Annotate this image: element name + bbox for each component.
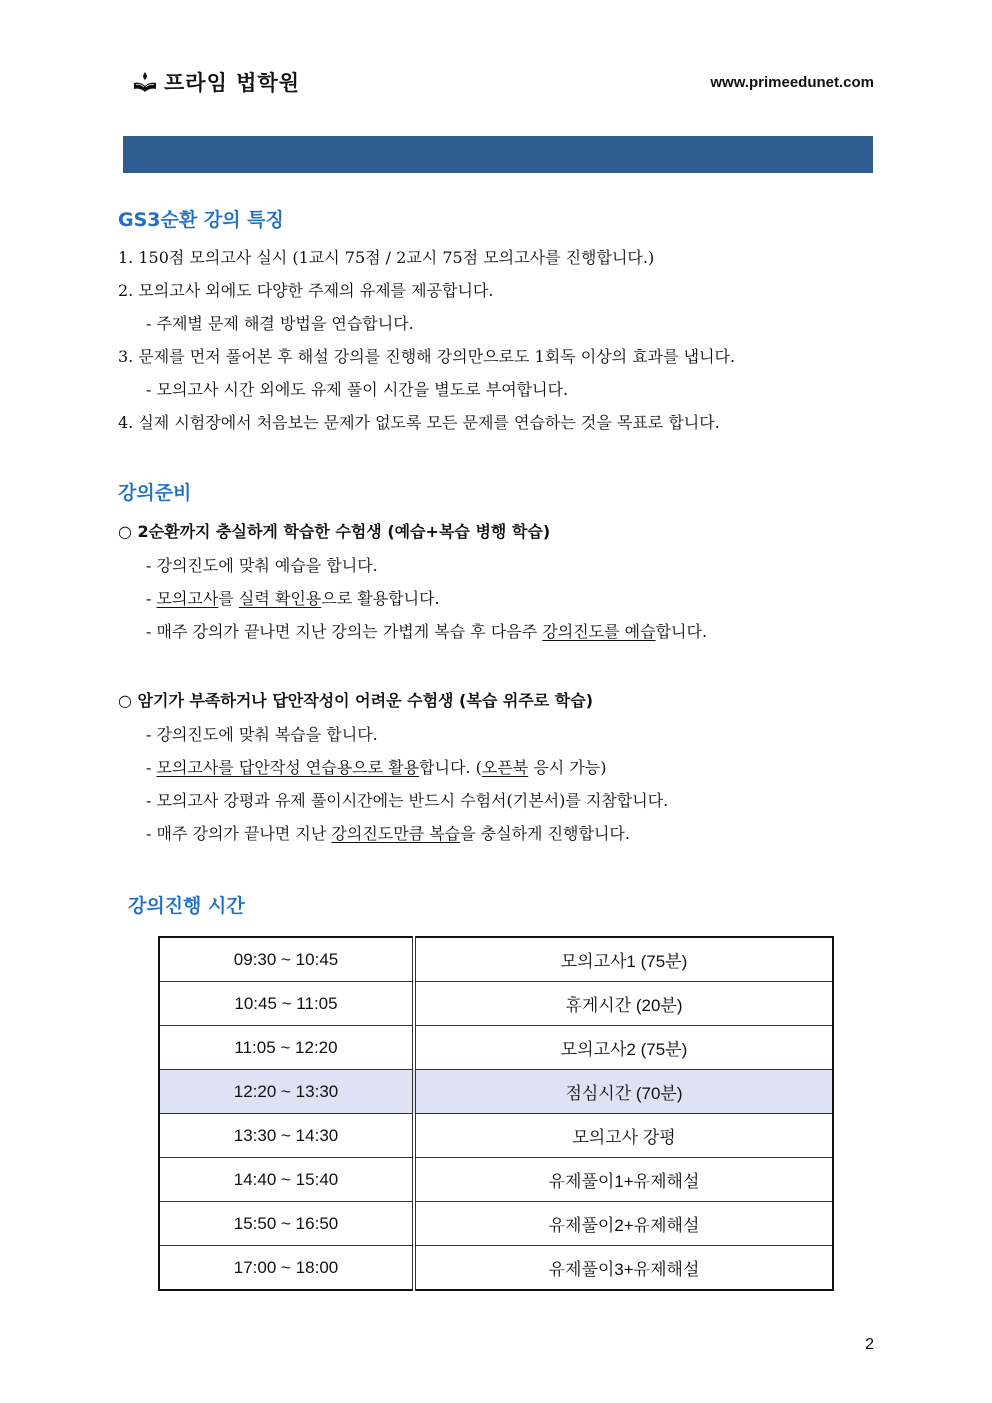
schedule-time: 10:45 ~ 11:05 xyxy=(159,982,414,1026)
table-row xyxy=(159,1246,833,1291)
prep-group1-heading: ○ 2순환까지 충실하게 학습한 수험생 (예습+복습 병행 학습) xyxy=(118,522,551,541)
header-banner xyxy=(123,136,873,173)
prep-group2-line3: - 모의고사 강평과 유제 풀이시간에는 반드시 수험서(기본서)를 지참합니다. xyxy=(146,791,669,810)
schedule-activity: 점심시간 (70분) xyxy=(414,1070,833,1114)
table-row xyxy=(159,982,833,1026)
schedule-activity: 모의고사 강평 xyxy=(414,1114,833,1158)
feature-item-1: 1. 150점 모의고사 실시 (1교시 75점 / 2교시 75점 모의고사를 진행합니다.) xyxy=(118,248,655,267)
feature-item-3-sub: - 모의고사 시간 외에도 유제 풀이 시간을 별도로 부여합니다. xyxy=(146,380,569,399)
table-row xyxy=(159,937,833,982)
prep-group2-line2: - 모의고사를 답안작성 연습용으로 활용합니다. (오픈북 응시 가능) xyxy=(146,758,607,777)
schedule-activity: 유제풀이3+유제해설 xyxy=(414,1246,833,1291)
logo-text: 프라임 법학원 xyxy=(164,71,301,95)
schedule-time: 14:40 ~ 15:40 xyxy=(159,1158,414,1202)
table-row xyxy=(159,1114,833,1158)
prep-group1-line3: - 매주 강의가 끝나면 지난 강의는 가볍게 복습 후 다음주 강의진도를 예습합니다. xyxy=(146,622,708,641)
schedule-activity: 휴게시간 (20분) xyxy=(414,982,833,1026)
page-number: 2 xyxy=(865,1336,874,1353)
schedule-activity: 모의고사1 (75분) xyxy=(414,937,833,982)
feature-item-4: 4. 실제 시험장에서 처음보는 문제가 없도록 모든 문제를 연습하는 것을 목표로 합니다. xyxy=(118,413,720,432)
features-heading: GS3순환 강의 특징 xyxy=(118,209,284,231)
feature-item-2: 2. 모의고사 외에도 다양한 주제의 유제를 제공합니다. xyxy=(118,281,494,300)
table-row-highlighted xyxy=(159,1070,833,1114)
prep-group1-line1: - 강의진도에 맞춰 예습을 합니다. xyxy=(146,556,378,575)
table-row xyxy=(159,1158,833,1202)
prep-heading: 강의준비 xyxy=(118,482,192,504)
schedule-time: 09:30 ~ 10:45 xyxy=(159,937,414,982)
logo xyxy=(132,66,300,98)
schedule-time: 11:05 ~ 12:20 xyxy=(159,1026,414,1070)
schedule-activity: 모의고사2 (75분) xyxy=(414,1026,833,1070)
schedule-activity: 유제풀이2+유제해설 xyxy=(414,1202,833,1246)
book-lamp-icon xyxy=(132,69,158,95)
schedule-table xyxy=(158,936,834,1291)
schedule-time: 13:30 ~ 14:30 xyxy=(159,1114,414,1158)
prep-group1-line2: - 모의고사를 실력 확인용으로 활용합니다. xyxy=(146,589,440,608)
schedule-time: 15:50 ~ 16:50 xyxy=(159,1202,414,1246)
website-url[interactable]: www.primeedunet.com xyxy=(710,74,874,91)
schedule-heading: 강의진행 시간 xyxy=(128,895,245,917)
prep-group2-line4: - 매주 강의가 끝나면 지난 강의진도만큼 복습을 충실하게 진행합니다. xyxy=(146,824,630,843)
prep-group2-heading: ○ 암기가 부족하거나 답안작성이 어려운 수험생 (복습 위주로 학습) xyxy=(118,691,594,710)
schedule-time: 17:00 ~ 18:00 xyxy=(159,1246,414,1291)
table-row xyxy=(159,1026,833,1070)
table-row xyxy=(159,1202,833,1246)
schedule-time: 12:20 ~ 13:30 xyxy=(159,1070,414,1114)
feature-item-3: 3. 문제를 먼저 풀어본 후 해설 강의를 진행해 강의만으로도 1회독 이상의 효과를 냅니다. xyxy=(118,347,736,366)
schedule-activity: 유제풀이1+유제해설 xyxy=(414,1158,833,1202)
prep-group2-line1: - 강의진도에 맞춰 복습을 합니다. xyxy=(146,725,378,744)
feature-item-2-sub: - 주제별 문제 해결 방법을 연습합니다. xyxy=(146,314,414,333)
